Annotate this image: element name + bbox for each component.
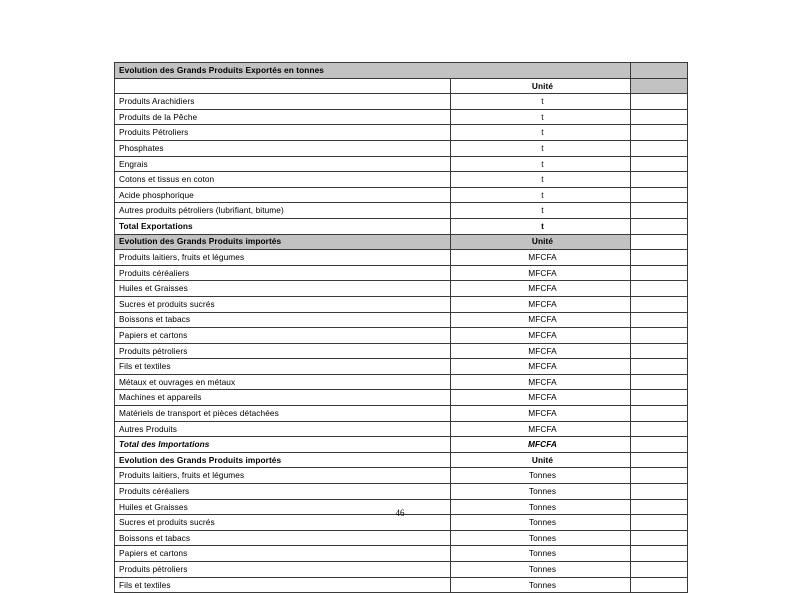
product-unit-cell: t bbox=[451, 109, 631, 125]
table-row bbox=[115, 468, 688, 484]
table-row bbox=[115, 343, 688, 359]
product-value-cell bbox=[631, 577, 688, 593]
product-value-cell bbox=[631, 156, 688, 172]
product-label-cell: Boissons et tabacs bbox=[115, 312, 451, 328]
product-unit-cell: MFCFA bbox=[451, 359, 631, 375]
product-unit-cell: Tonnes bbox=[451, 499, 631, 515]
product-value-cell bbox=[631, 94, 688, 110]
product-value-cell bbox=[631, 421, 688, 437]
product-value-cell bbox=[631, 125, 688, 141]
product-unit-cell: Tonnes bbox=[451, 546, 631, 562]
product-label-cell: Papiers et cartons bbox=[115, 546, 451, 562]
product-unit-cell: Tonnes bbox=[451, 562, 631, 578]
page-number: 46 bbox=[395, 508, 405, 518]
product-value-cell bbox=[631, 390, 688, 406]
section-unit-header-cell: Unité bbox=[451, 452, 631, 468]
table-total-row bbox=[115, 437, 688, 453]
table-row bbox=[115, 562, 688, 578]
product-unit-cell: MFCFA bbox=[451, 421, 631, 437]
product-value-cell bbox=[631, 265, 688, 281]
product-label-cell: Matériels de transport et pièces détachées bbox=[115, 406, 451, 422]
table-section-header-row bbox=[115, 63, 688, 79]
table-row bbox=[115, 484, 688, 500]
table-row bbox=[115, 109, 688, 125]
product-unit-cell: t bbox=[451, 125, 631, 141]
product-label-cell: Machines et appareils bbox=[115, 390, 451, 406]
product-value-cell bbox=[631, 343, 688, 359]
product-label-cell: Produits pétroliers bbox=[115, 562, 451, 578]
product-value-cell bbox=[631, 406, 688, 422]
product-unit-cell: t bbox=[451, 187, 631, 203]
product-unit-cell: MFCFA bbox=[451, 250, 631, 266]
product-unit-cell: t bbox=[451, 156, 631, 172]
product-unit-cell: MFCFA bbox=[451, 312, 631, 328]
table-row bbox=[115, 187, 688, 203]
table-row bbox=[115, 265, 688, 281]
product-label-cell: Huiles et Graisses bbox=[115, 281, 451, 297]
product-value-cell bbox=[631, 187, 688, 203]
product-label-cell: Produits laitiers, fruits et légumes bbox=[115, 468, 451, 484]
product-label-cell: Métaux et ouvrages en métaux bbox=[115, 374, 451, 390]
product-unit-cell: MFCFA bbox=[451, 296, 631, 312]
product-value-cell bbox=[631, 484, 688, 500]
total-unit-cell: MFCFA bbox=[451, 437, 631, 453]
table-section-header-row bbox=[115, 234, 688, 250]
product-unit-cell: t bbox=[451, 94, 631, 110]
table-row bbox=[115, 94, 688, 110]
product-value-cell bbox=[631, 312, 688, 328]
product-label-cell: Fils et textiles bbox=[115, 577, 451, 593]
table-section-header-row bbox=[115, 452, 688, 468]
product-label-cell: Boissons et tabacs bbox=[115, 530, 451, 546]
product-unit-cell: MFCFA bbox=[451, 390, 631, 406]
product-value-cell bbox=[631, 203, 688, 219]
product-label-cell: Phosphates bbox=[115, 140, 451, 156]
product-value-cell bbox=[631, 530, 688, 546]
product-label-cell: Produits pétroliers bbox=[115, 343, 451, 359]
table-row bbox=[115, 172, 688, 188]
section-title-blank-cell bbox=[631, 234, 688, 250]
product-label-cell: Sucres et produits sucrés bbox=[115, 296, 451, 312]
product-value-cell bbox=[631, 140, 688, 156]
product-value-cell bbox=[631, 546, 688, 562]
product-label-cell: Autres produits pétroliers (lubrifiant, bitume) bbox=[115, 203, 451, 219]
product-value-cell bbox=[631, 250, 688, 266]
product-unit-cell: Tonnes bbox=[451, 468, 631, 484]
product-unit-cell: Tonnes bbox=[451, 530, 631, 546]
product-value-cell bbox=[631, 296, 688, 312]
section-title-blank-cell bbox=[631, 63, 688, 79]
table-row bbox=[115, 546, 688, 562]
product-value-cell bbox=[631, 562, 688, 578]
product-unit-cell: MFCFA bbox=[451, 281, 631, 297]
product-value-cell bbox=[631, 374, 688, 390]
table-row bbox=[115, 250, 688, 266]
section-title-cell: Evolution des Grands Produits Exportés en tonnes bbox=[115, 63, 631, 79]
product-unit-cell: MFCFA bbox=[451, 406, 631, 422]
table-total-row bbox=[115, 218, 688, 234]
product-label-cell: Autres Produits bbox=[115, 421, 451, 437]
product-label-cell: Produits Arachidiers bbox=[115, 94, 451, 110]
table-row bbox=[115, 281, 688, 297]
section-title-blank-cell bbox=[631, 452, 688, 468]
product-label-cell: Produits céréaliers bbox=[115, 265, 451, 281]
table-row bbox=[115, 530, 688, 546]
product-label-cell: Produits Pétroliers bbox=[115, 125, 451, 141]
product-unit-cell: t bbox=[451, 140, 631, 156]
unit-header-label-cell bbox=[115, 78, 451, 94]
total-unit-cell: t bbox=[451, 218, 631, 234]
table-row bbox=[115, 577, 688, 593]
product-value-cell bbox=[631, 468, 688, 484]
product-unit-cell: Tonnes bbox=[451, 484, 631, 500]
product-value-cell bbox=[631, 328, 688, 344]
table-row bbox=[115, 359, 688, 375]
product-label-cell: Huiles et Graisses bbox=[115, 499, 451, 515]
product-value-cell bbox=[631, 281, 688, 297]
table-row bbox=[115, 140, 688, 156]
product-label-cell: Produits de la Pêche bbox=[115, 109, 451, 125]
total-value-cell bbox=[631, 437, 688, 453]
table-row bbox=[115, 374, 688, 390]
product-label-cell: Sucres et produits sucrés bbox=[115, 515, 451, 531]
table-row bbox=[115, 296, 688, 312]
section-unit-header-cell: Unité bbox=[451, 234, 631, 250]
product-unit-cell: MFCFA bbox=[451, 374, 631, 390]
product-unit-cell: MFCFA bbox=[451, 328, 631, 344]
table-row bbox=[115, 203, 688, 219]
product-unit-cell: Tonnes bbox=[451, 515, 631, 531]
product-label-cell: Cotons et tissus en coton bbox=[115, 172, 451, 188]
table-row bbox=[115, 328, 688, 344]
unit-header-blank-cell bbox=[631, 78, 688, 94]
product-unit-cell: t bbox=[451, 172, 631, 188]
table-row bbox=[115, 421, 688, 437]
product-unit-cell: MFCFA bbox=[451, 265, 631, 281]
table-row bbox=[115, 156, 688, 172]
product-unit-cell: Tonnes bbox=[451, 577, 631, 593]
table-unit-header-row bbox=[115, 78, 688, 94]
product-label-cell: Engrais bbox=[115, 156, 451, 172]
total-label-cell: Total des Importations bbox=[115, 437, 451, 453]
unit-header-cell: Unité bbox=[451, 78, 631, 94]
table-row bbox=[115, 406, 688, 422]
section-title-cell: Evolution des Grands Produits importés bbox=[115, 234, 451, 250]
total-label-cell: Total Exportations bbox=[115, 218, 451, 234]
product-unit-cell: MFCFA bbox=[451, 343, 631, 359]
product-value-cell bbox=[631, 109, 688, 125]
product-value-cell bbox=[631, 172, 688, 188]
product-label-cell: Fils et textiles bbox=[115, 359, 451, 375]
table-row bbox=[115, 390, 688, 406]
total-value-cell bbox=[631, 218, 688, 234]
product-label-cell: Papiers et cartons bbox=[115, 328, 451, 344]
product-label-cell: Produits céréaliers bbox=[115, 484, 451, 500]
table-row bbox=[115, 312, 688, 328]
product-unit-cell: t bbox=[451, 203, 631, 219]
product-label-cell: Acide phosphorique bbox=[115, 187, 451, 203]
section-title-cell: Evolution des Grands Produits importés bbox=[115, 452, 451, 468]
product-label-cell: Produits laitiers, fruits et légumes bbox=[115, 250, 451, 266]
table-row bbox=[115, 125, 688, 141]
product-value-cell bbox=[631, 359, 688, 375]
